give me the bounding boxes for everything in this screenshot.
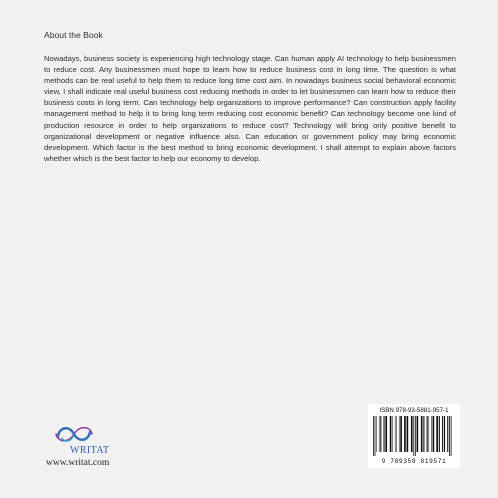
barcode-bar: [442, 416, 443, 452]
barcode-bar: [399, 416, 400, 452]
barcode-bar: [433, 416, 435, 452]
barcode-bar: [411, 416, 413, 452]
infinity-swirl-logo-icon: [50, 422, 98, 446]
barcode-bar: [400, 416, 402, 452]
barcode-bar: [431, 416, 432, 452]
barcode-bar: [395, 416, 396, 452]
barcode-bar: [375, 416, 376, 456]
barcode-bar: [439, 416, 440, 452]
page-title: About the Book: [44, 30, 103, 40]
book-description: Nowadays, business society is experiencing high technology stage. Can human apply AI technology to help businessmen to reduce cost. Any businessmen must hope to learn how to reduce business cost in long time. The question is what methods can be real useful to help them to reduce long time cost aim. In nowadays business social behavioral economic view, I shall indicate real useful business cost reducing methods in order to let businessmen can learn how to reduce their business costs in long term. Can technology help organizations to improve performance? Can construction apply facility management method to help it to bring long term reducing cost economic benefit? Can technology become one kind of production resource in order to help organizations to reduce cost? Technology will bring only positive benefit to organizational development or negative influence also. Can education or government policy may bring economic development. Which factor is the best method to bring economic development. I shall attempt to explain above factors whether which is the best factor to help our economy to develop.: [44, 54, 456, 163]
barcode-bar: [417, 416, 419, 452]
barcode-bar: [451, 416, 452, 456]
publisher-url: www.writat.com: [46, 458, 110, 468]
barcode-bar: [390, 416, 392, 452]
barcode-bar: [423, 416, 424, 452]
barcode-bar: [385, 416, 387, 452]
barcode-bar: [373, 416, 374, 456]
barcode-bar: [429, 416, 430, 452]
barcode-bar: [449, 416, 450, 456]
publisher-logo: [44, 422, 144, 472]
barcode-bar: [404, 416, 406, 452]
barcode-bar: [376, 416, 377, 452]
barcode-bar: [427, 416, 428, 452]
barcode-digits: 9 789358 819571: [381, 458, 447, 465]
barcode-bar: [421, 416, 423, 452]
barcode-bar: [384, 416, 385, 452]
barcode-bar: [407, 416, 409, 452]
barcode-bar: [380, 416, 381, 452]
barcode-bar: [392, 416, 393, 452]
publisher-name: WRITAT: [70, 445, 110, 456]
barcode-bar: [444, 416, 445, 452]
isbn-barcode: [368, 404, 460, 468]
barcode-bar: [413, 416, 414, 456]
barcode-bar: [436, 416, 438, 452]
barcode-bar: [379, 416, 380, 452]
barcode-bar: [415, 416, 416, 456]
barcode-bar: [447, 416, 448, 452]
isbn-label: ISBN 978-93-5881-957-1: [379, 407, 449, 414]
barcode-bars: [372, 416, 456, 456]
barcode-bar: [396, 416, 397, 452]
